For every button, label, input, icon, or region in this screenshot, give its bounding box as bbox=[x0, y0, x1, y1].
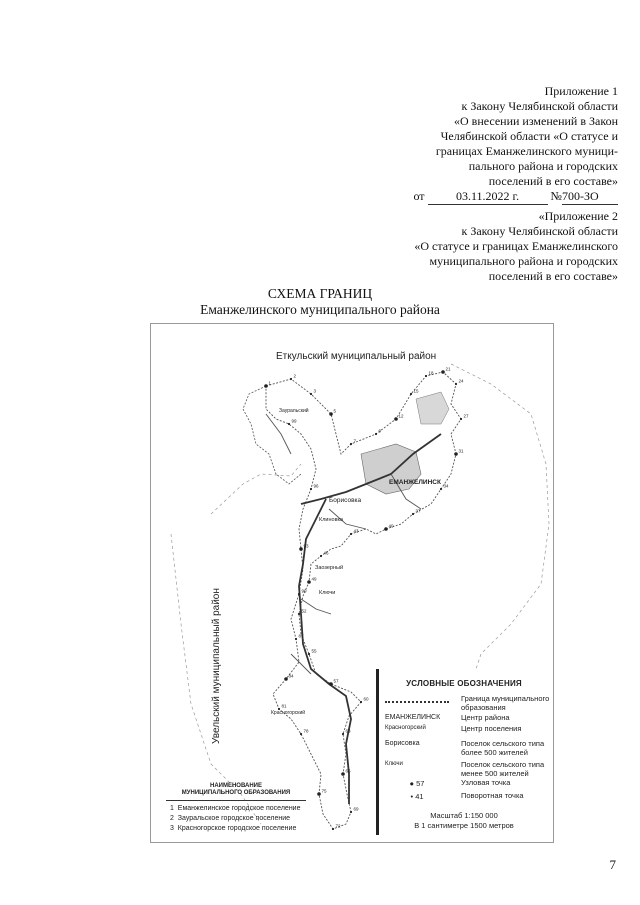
legend-title: УСЛОВНЫЕ ОБОЗНАЧЕНИЯ bbox=[406, 679, 522, 688]
boundary-point bbox=[350, 443, 352, 445]
appendix1-line: границах Еманжелинского муници- bbox=[435, 144, 618, 158]
boundary-point-label: 81 bbox=[281, 703, 287, 709]
legend-symbol: ЕМАНЖЕЛИНСК bbox=[385, 714, 441, 721]
boundary-point bbox=[410, 393, 412, 395]
boundary-point-label: 78 bbox=[303, 728, 309, 734]
boundary-point-label: 66 bbox=[345, 768, 351, 774]
legend-symbol: Борисовка bbox=[385, 740, 420, 747]
boundary-point bbox=[310, 393, 312, 395]
legend-symbol: Ключи bbox=[385, 761, 403, 767]
boundary-point bbox=[299, 547, 303, 551]
legend-label: Поселок сельского типа более 500 жителей bbox=[461, 739, 545, 757]
boundary-point bbox=[412, 513, 414, 515]
boundary-point-label: 15 bbox=[413, 388, 419, 394]
appendix1-line: Челябинской области «О статусе и bbox=[440, 129, 618, 143]
boundary-point bbox=[290, 378, 292, 380]
settlement-label: Красногорский bbox=[271, 710, 306, 716]
heading-line: МУНИЦИПАЛЬНОГО ОБРАЗОВАНИЯ bbox=[181, 790, 291, 796]
boundary-point bbox=[329, 682, 333, 686]
appendix-2-header bbox=[414, 209, 618, 284]
boundary-point-label: 21 bbox=[445, 366, 451, 372]
appendix1-line: пального района и городских bbox=[468, 159, 618, 173]
appendix1-line: поселений в его составе» bbox=[488, 174, 618, 188]
node-point-symbol: ● 57 bbox=[409, 779, 425, 788]
settlements-heading bbox=[166, 783, 306, 801]
boundary-point bbox=[341, 772, 345, 776]
page-number: 7 bbox=[609, 857, 616, 872]
boundary-point-label: 96 bbox=[313, 483, 319, 489]
boundary-point bbox=[440, 488, 442, 490]
boundary-point-label: 84 bbox=[288, 673, 294, 679]
boundary-point-label: 1 bbox=[268, 380, 272, 386]
legend-label: Поворотная точка bbox=[461, 791, 524, 800]
boundary-point-label: 5 bbox=[333, 408, 337, 414]
settlement-name: Еманжелинское городское поселение bbox=[177, 805, 301, 812]
boundary-point-label: 37 bbox=[415, 508, 421, 514]
map-scale bbox=[379, 811, 549, 831]
boundary-point-label: 87 bbox=[298, 633, 304, 639]
boundary-point-label: 55 bbox=[311, 648, 317, 654]
law-number: 700-ЗО bbox=[562, 189, 618, 205]
boundary-point-label: 49 bbox=[311, 576, 317, 582]
settlement-label: Борисовка bbox=[329, 497, 362, 504]
boundary-point-label: 72 bbox=[335, 823, 341, 829]
settlement-label: Заозерный bbox=[315, 565, 344, 571]
boundary-point-label: 18 bbox=[428, 370, 434, 376]
boundary-point bbox=[329, 412, 333, 416]
boundary-point-label: 27 bbox=[463, 413, 469, 419]
neighbor-west-label: Увельский муниципальный район bbox=[211, 588, 222, 744]
map-title-line2: Еманжелинского муниципального района bbox=[200, 302, 440, 317]
boundary-point-label: 46 bbox=[323, 550, 329, 556]
map-title-line1: СХЕМА ГРАНИЦ bbox=[267, 286, 373, 301]
boundary-point bbox=[460, 418, 462, 420]
settlement-name: Красногорское городское поселение bbox=[177, 825, 297, 832]
legend-label: Граница муниципального образования bbox=[461, 694, 550, 712]
boundary-point bbox=[454, 452, 458, 456]
boundary-point-label: 3 bbox=[313, 388, 317, 394]
boundary-point bbox=[298, 613, 300, 615]
boundary-point bbox=[384, 527, 388, 531]
from-prefix: от bbox=[413, 189, 425, 203]
boundary-point-label: 99 bbox=[291, 418, 297, 424]
scale-ratio: Масштаб 1:150 000 bbox=[430, 811, 498, 820]
boundary-point bbox=[394, 417, 398, 421]
boundary-point bbox=[308, 653, 310, 655]
boundary-point bbox=[278, 708, 280, 710]
boundary-point-label: 12 bbox=[398, 413, 404, 419]
legend-symbol: 57 bbox=[416, 779, 425, 788]
boundary-point-label: 93 bbox=[303, 543, 309, 549]
legend-label: Центр поселения bbox=[461, 724, 522, 733]
boundary-point bbox=[300, 733, 302, 735]
boundary-point bbox=[264, 384, 268, 388]
settlement-name: Зауральское городское поселение bbox=[177, 815, 291, 822]
west-lobe-boundary bbox=[243, 386, 301, 484]
law-date: 03.11.2022 г. bbox=[428, 189, 548, 205]
boundary-point-label: 90 bbox=[301, 588, 307, 594]
district-center-label: ЕМАНЖЕЛИНСК bbox=[389, 479, 441, 486]
legend-label: Узловая точка bbox=[461, 778, 511, 787]
settlement-num: 3 bbox=[170, 825, 174, 832]
legend bbox=[376, 669, 549, 835]
settlement-num: 2 bbox=[170, 815, 174, 822]
boundary-point-label: 7 bbox=[353, 438, 357, 444]
heading-line: НАИМЕНОВАНИЕ bbox=[210, 783, 262, 789]
appendix2-line: к Закону Челябинской области bbox=[461, 224, 618, 238]
settlement-label: Клиновка bbox=[319, 517, 344, 523]
boundary-point-label: 2 bbox=[293, 373, 297, 379]
boundary-point-label: 34 bbox=[443, 483, 449, 489]
boundary-point-label: 9 bbox=[378, 428, 382, 434]
boundary-point-label: 57 bbox=[333, 678, 339, 684]
number-prefix: № bbox=[550, 189, 562, 203]
appendix2-line: муниципального района и городских bbox=[429, 254, 618, 268]
legend-symbol: Красногорский bbox=[385, 725, 426, 731]
boundary-point bbox=[425, 375, 427, 377]
boundary-point bbox=[332, 828, 334, 830]
boundary-point bbox=[342, 733, 344, 735]
boundary-point-label: 52 bbox=[301, 608, 307, 614]
boundary-point-label: 31 bbox=[458, 448, 464, 454]
boundary-point bbox=[455, 383, 457, 385]
appendix1-line: к Закону Челябинской области bbox=[461, 99, 618, 113]
boundary-point-label: 69 bbox=[353, 806, 359, 812]
boundary-point bbox=[375, 433, 377, 435]
boundary-point-label: 63 bbox=[345, 728, 351, 734]
settlement-label: Ключи bbox=[319, 590, 336, 596]
legend-label: Поселок сельского типа менее 500 жителей bbox=[461, 760, 545, 778]
appendix1-line: «О внесении изменений в Закон bbox=[453, 114, 618, 128]
settlement-label: Зауральский bbox=[279, 408, 309, 414]
turn-point-symbol: • 41 bbox=[410, 792, 424, 801]
boundary-point-label: 75 bbox=[321, 788, 327, 794]
scale-distance: В 1 сантиметре 1500 метров bbox=[414, 821, 514, 830]
appendix2-line: «О статусе и границах Еманжелинского bbox=[414, 239, 618, 253]
map-title bbox=[0, 286, 640, 318]
boundary-point bbox=[307, 580, 311, 584]
neighbor-north-label: Еткульский муниципальный район bbox=[276, 351, 437, 362]
boundary-point-label: 43 bbox=[353, 528, 359, 534]
boundary-point bbox=[360, 701, 362, 703]
settlement-num: 1 bbox=[170, 805, 174, 812]
boundary-point bbox=[350, 533, 352, 535]
boundary-point bbox=[320, 555, 322, 557]
appendix2-line: «Приложение 2 bbox=[538, 209, 618, 223]
boundary-point bbox=[441, 370, 445, 374]
law-date-line bbox=[413, 189, 618, 205]
legend-label: Центр района bbox=[461, 713, 510, 722]
boundary-point bbox=[350, 811, 352, 813]
settlement-item bbox=[170, 805, 301, 812]
boundary-point bbox=[295, 638, 297, 640]
appendix1-line: Приложение 1 bbox=[544, 84, 618, 98]
boundary-point bbox=[284, 677, 288, 681]
appendix-1-header bbox=[413, 84, 618, 205]
boundary-point-label: 60 bbox=[363, 696, 369, 702]
boundary-point-label: 40 bbox=[388, 523, 394, 529]
boundary-point bbox=[298, 593, 300, 595]
appendix2-line: поселений в его составе» bbox=[488, 269, 618, 283]
boundary-point bbox=[317, 792, 321, 796]
boundary-symbol bbox=[385, 701, 449, 703]
settlement-item bbox=[170, 815, 290, 822]
boundary-point-label: 24 bbox=[458, 378, 464, 384]
legend-symbol: 41 bbox=[415, 792, 424, 801]
boundary-point bbox=[288, 423, 290, 425]
settlement-item bbox=[170, 825, 296, 832]
boundary-point bbox=[310, 488, 312, 490]
